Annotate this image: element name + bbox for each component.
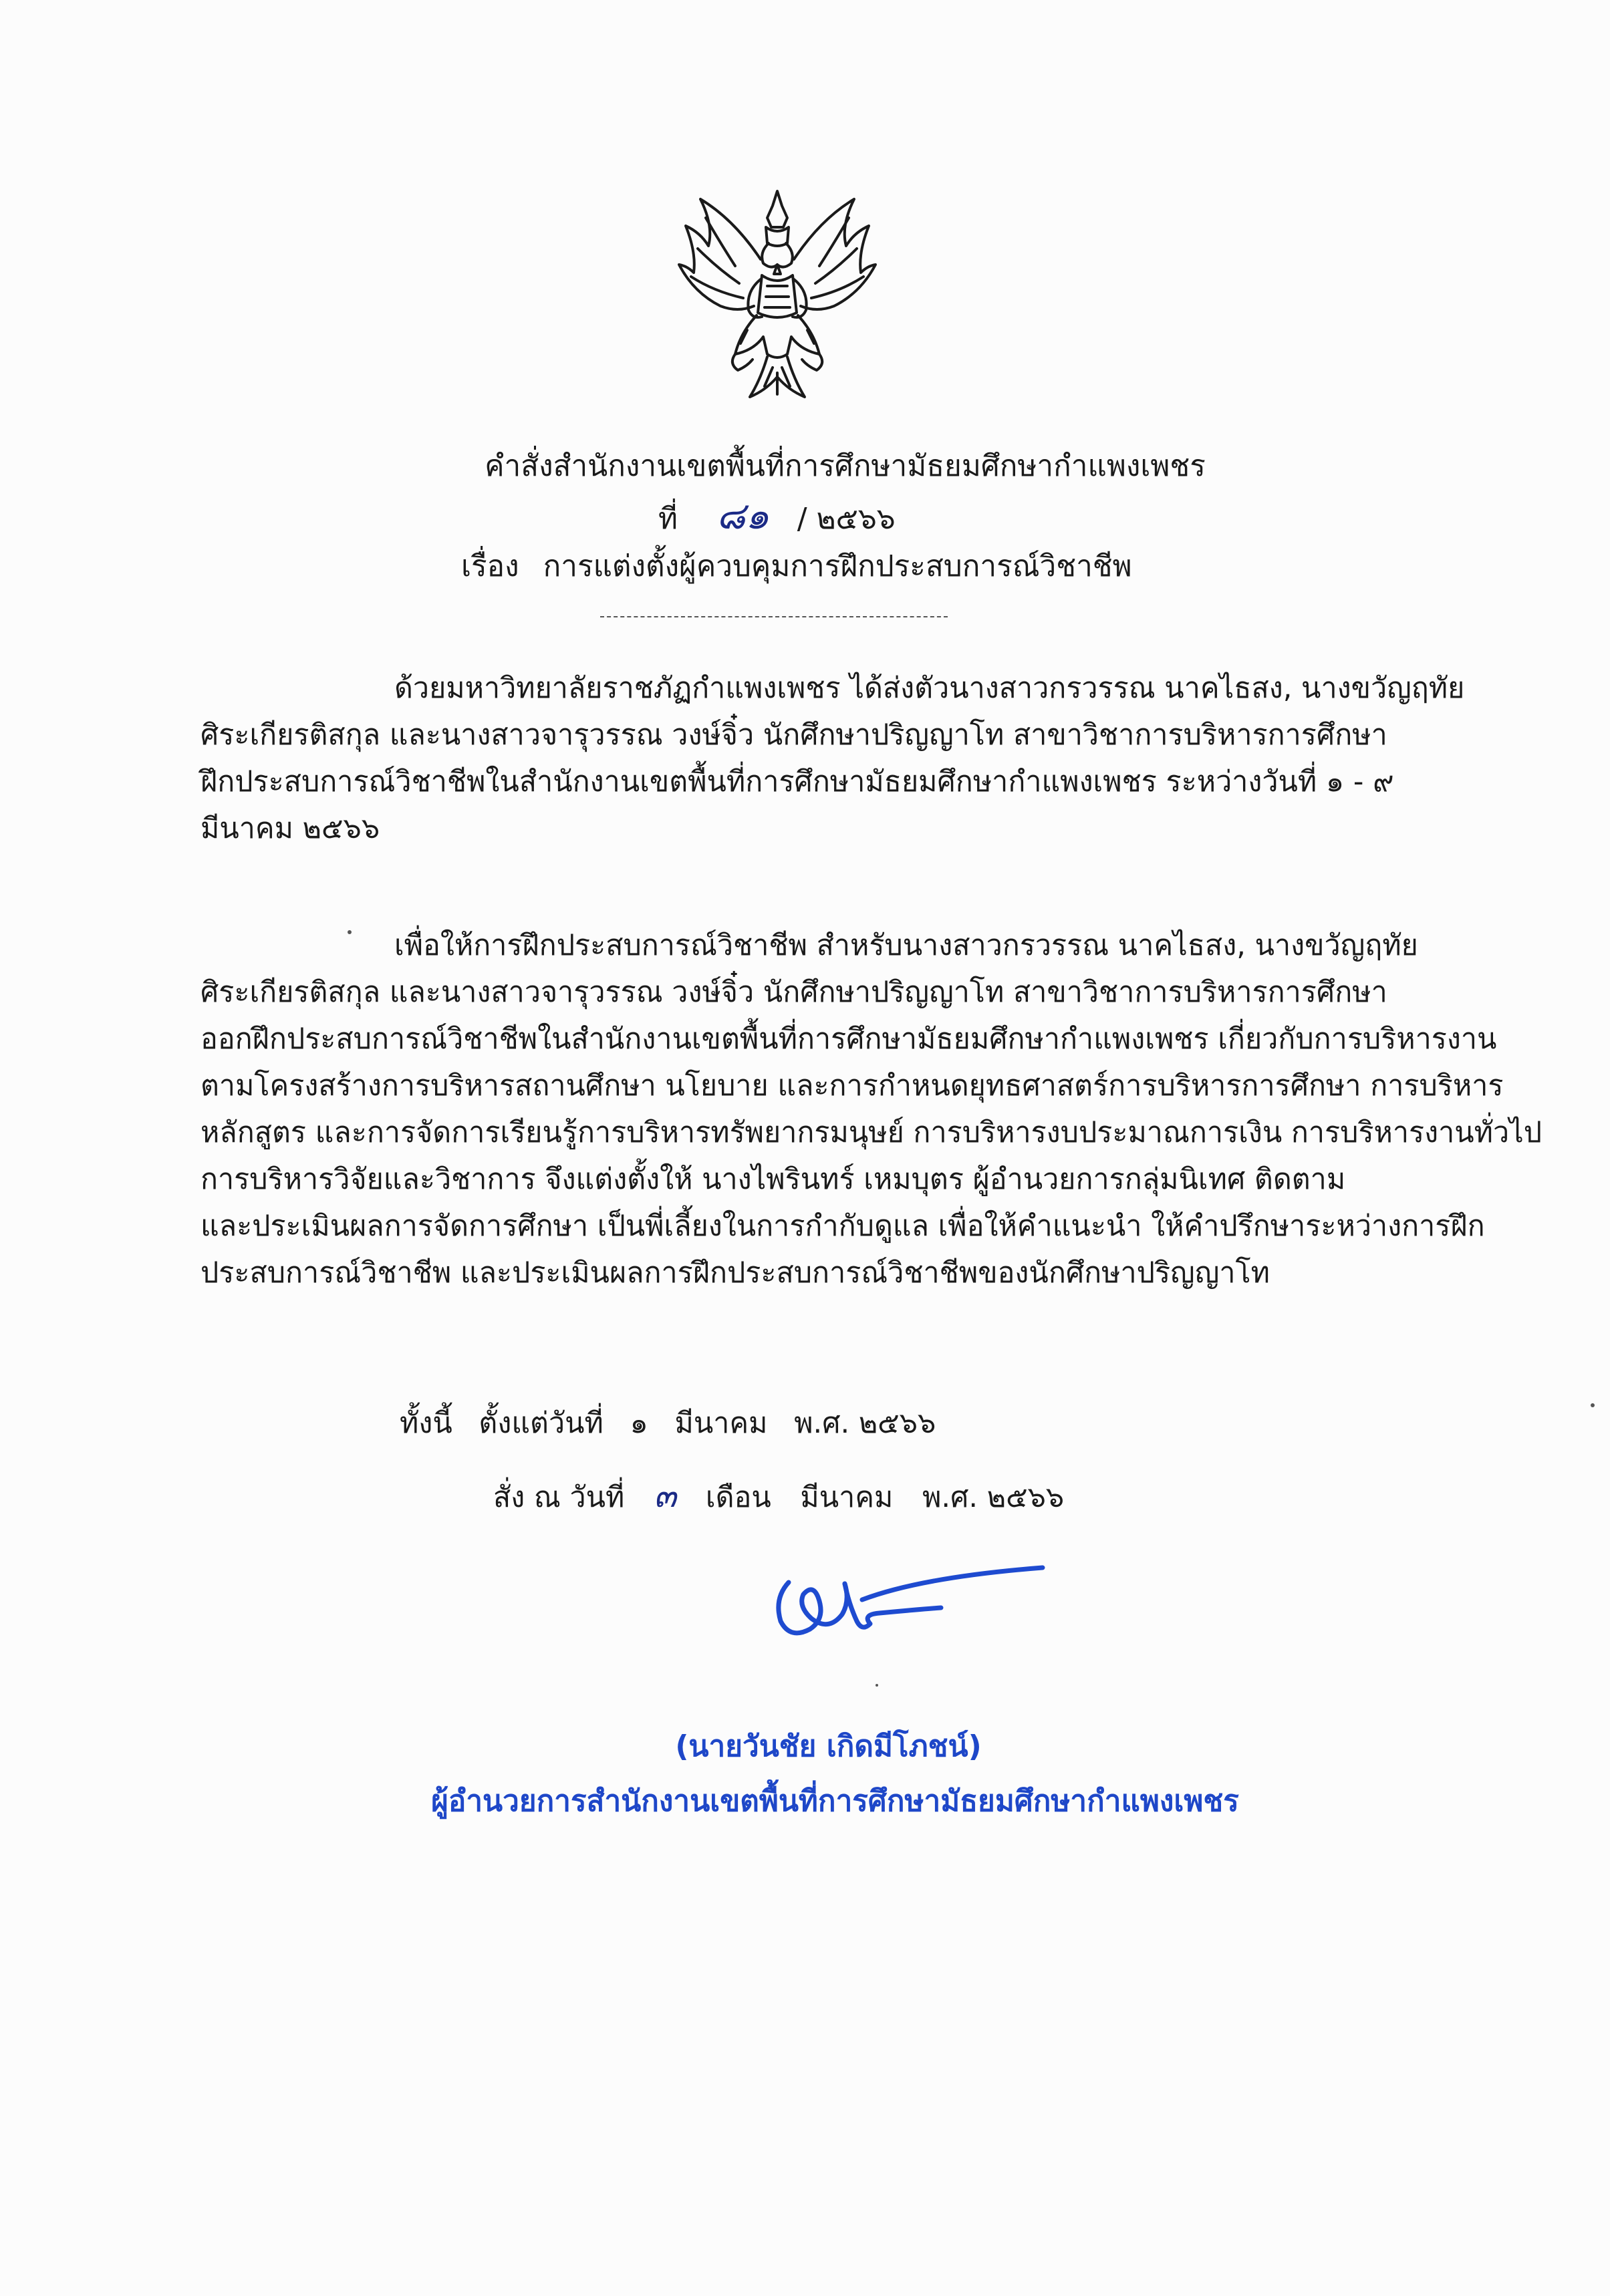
signer-position: ผู้อำนวยการสำนักงานเขตพื้นที่การศึกษามัธยมศึกษากำแพงเพชร: [431, 1784, 1239, 1818]
paragraph-line: ออกฝึกประสบการณ์วิชาชีพในสำนักงานเขตพื้นที่การศึกษามัธยมศึกษากำแพงเพชร เกี่ยวกับการบริหารงาน: [200, 1022, 1497, 1056]
paragraph-line: ศิระเกียรติสกุล และนางสาวจารุวรรณ วงษ์จิ๋ว นักศึกษาปริญญาโท สาขาวิชาการบริหารการศึกษา: [200, 976, 1387, 1009]
ordered-prefix: สั่ง ณ วันที่: [493, 1481, 625, 1514]
effective-since: ตั้งแต่วันที่: [479, 1407, 603, 1440]
garuda-emblem: [674, 179, 881, 406]
ordered-month-label: เดือน: [705, 1481, 771, 1514]
handwritten-signature: [762, 1557, 1076, 1644]
paragraph-line: มีนาคม ๒๕๖๖: [200, 812, 380, 845]
effective-month: มีนาคม: [674, 1407, 768, 1440]
paragraph-line: การบริหารวิจัยและวิชาการ จึงแต่งตั้งให้ นางไพรินทร์ เหมบุตร ผู้อำนวยการกลุ่มนิเทศ ติดตาม: [200, 1163, 1346, 1196]
order-number-handwritten: ๘๑: [716, 494, 769, 538]
paragraph-line: เพื่อให้การฝึกประสบการณ์วิชาชีพ สำหรับนางสาวกรวรรณ นาคไธสง, นางขวัญฤทัย: [394, 929, 1418, 962]
paragraph-2: [200, 922, 1542, 1296]
effective-prefix: ทั้งนี้: [400, 1407, 452, 1440]
ordered-date-line: [493, 1475, 1084, 1518]
effective-year: พ.ศ. ๒๕๖๖: [794, 1407, 936, 1440]
scan-speck: [1591, 1403, 1595, 1407]
order-number-year: / ๒๕๖๖: [797, 502, 896, 536]
paragraph-line: และประเมินผลการจัดการศึกษา เป็นพี่เลี้ยงในการกำกับดูแล เพื่อให้คำแนะนำ ให้คำปรึกษาระหว่างการฝึก: [200, 1209, 1485, 1243]
order-title: คำสั่งสำนักงานเขตพื้นที่การศึกษามัธยมศึกษากำแพงเพชร: [485, 449, 1206, 483]
effective-date-line: [400, 1403, 953, 1443]
paragraph-line: ฝึกประสบการณ์วิชาชีพในสำนักงานเขตพื้นที่การศึกษามัธยมศึกษากำแพงเพชร ระหว่างวันที่ ๑ - ๙: [200, 765, 1394, 799]
scan-speck: [348, 930, 352, 934]
paragraph-1: [200, 665, 1465, 852]
subject-line: [461, 548, 1132, 585]
paragraph-line: หลักสูตร และการจัดการเรียนรู้การบริหารทรัพยากรมนุษย์ การบริหารงบประมาณการเงิน การบริหารงานทั่วไป: [200, 1116, 1542, 1149]
scan-speck: [876, 1684, 878, 1687]
ordered-year: พ.ศ. ๒๕๖๖: [922, 1481, 1065, 1514]
paragraph-line: ประสบการณ์วิชาชีพ และประเมินผลการฝึกประสบการณ์วิชาชีพของนักศึกษาปริญญาโท: [200, 1256, 1270, 1290]
paragraph-line: ตามโครงสร้างการบริหารสถานศึกษา นโยบาย และการกำหนดยุทธศาสตร์การบริหารการศึกษา การบริหาร: [200, 1069, 1504, 1103]
signer-name: (นายวันชัย เกิดมีโภชน์): [675, 1729, 982, 1763]
order-number-label: ที่: [658, 502, 678, 536]
effective-day: ๑: [630, 1407, 648, 1440]
paragraph-line: ศิระเกียรติสกุล และนางสาวจารุวรรณ วงษ์จิ๋ว นักศึกษาปริญญาโท สาขาวิชาการบริหารการศึกษา: [200, 718, 1387, 752]
ordered-month: มีนาคม: [800, 1481, 894, 1514]
subject-text: การแต่งตั้งผู้ควบคุมการฝึกประสบการณ์วิชาชีพ: [543, 549, 1132, 583]
ordered-day-handwritten: ๓: [654, 1476, 677, 1515]
header-separator: [600, 616, 948, 617]
paragraph-line: ด้วยมหาวิทยาลัยราชภัฏกำแพงเพชร ได้ส่งตัวนางสาวกรวรรณ นาคไธสง, นางขวัญฤทัย: [394, 672, 1465, 705]
order-number-line: [658, 494, 896, 538]
subject-label: เรื่อง: [461, 549, 519, 583]
